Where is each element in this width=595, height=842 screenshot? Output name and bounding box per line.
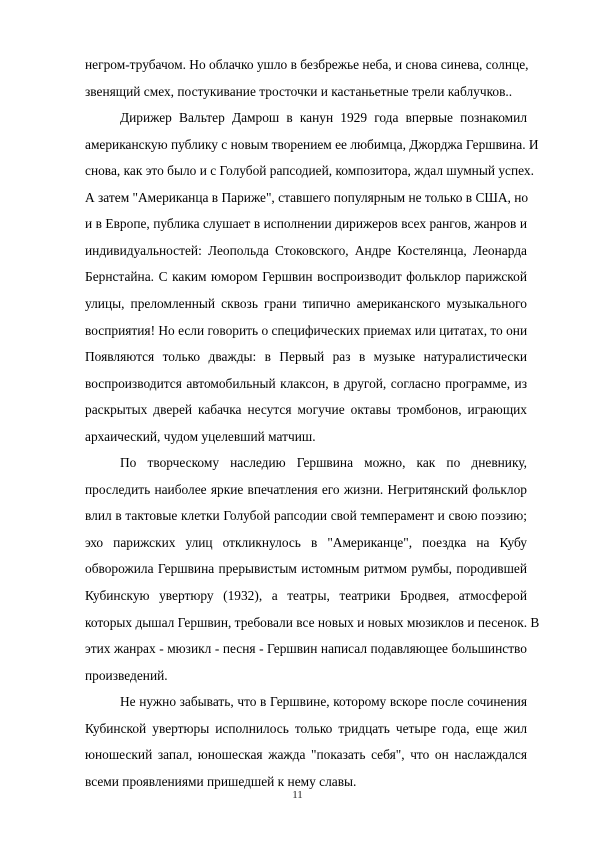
text-line: восприятия! Но если говорить о специфических приемах или цитатах, то они bbox=[85, 322, 528, 338]
text-line: Кубинской увертюры исполнилось только тридцать четыре года, еще жил bbox=[85, 720, 527, 736]
text-line: По творческому наследию Гершвина можно, как по дневнику, bbox=[120, 455, 527, 471]
text-line: которых дышал Гершвин, требовали все новых и новых мюзиклов и песенок. В bbox=[85, 614, 540, 630]
text-line: влил в тактовые клетки Голубой рапсодии свой темперамент и свою поэзию; bbox=[85, 508, 527, 524]
text-line: Появляются только дважды: в Первый раз в музыке натуралистически bbox=[85, 349, 527, 365]
text-line: А затем "Американца в Париже", ставшего популярным не только в США, но bbox=[85, 189, 529, 205]
text-line: улицы, преломленный сквозь грани типично американского музыкального bbox=[85, 295, 527, 311]
text-line: звенящий смех, постукивание тросточки и кастаньетные трели каблучков.. bbox=[85, 83, 513, 99]
text-line: американскую публику с новым творением ее любимца, Джорджа Гершвина. И bbox=[85, 136, 539, 152]
text-line: произведений. bbox=[85, 667, 168, 683]
text-line: раскрытых дверей кабачка несутся могучие октавы тромбонов, играющих bbox=[85, 402, 527, 418]
text-line: Не нужно забывать, что в Гершвине, которому вскоре после сочинения bbox=[120, 694, 527, 710]
text-line: и в Европе, публика слушает в исполнении дирижеров всех рангов, жанров и bbox=[85, 216, 527, 232]
text-line: снова, как это было и с Голубой рапсодией, композитора, ждал шумный успех. bbox=[85, 163, 534, 179]
text-line: эхо парижских улиц откликнулось в "Американце", поездка на Кубу bbox=[85, 534, 527, 550]
text-line: юношеский запал, юношеская жажда "показать себя", что он наслаждался bbox=[85, 747, 527, 763]
text-line: Дирижер Вальтер Дамрош в канун 1929 года впервые познакомил bbox=[120, 110, 527, 126]
text-line: этих жанрах - мюзикл - песня - Гершвин написал подавляющее большинство bbox=[85, 641, 527, 657]
text-line: проследить наиболее яркие впечатления его жизни. Негритянский фольклор bbox=[85, 481, 527, 497]
page-number: 11 bbox=[292, 789, 303, 801]
text-line: воспроизводится автомобильный клаксон, в другой, согласно программе, из bbox=[85, 375, 527, 391]
text-line: индивидуальностей: Леопольда Стоковского, Андре Костелянца, Леонарда bbox=[85, 242, 527, 258]
text-line: архаический, чудом уцелевший матчиш. bbox=[85, 428, 316, 444]
text-line: Кубинскую увертюру (1932), а театры, театрики Бродвея, атмосферой bbox=[85, 588, 527, 603]
text-line: всеми проявлениями пришедшей к нему славы. bbox=[85, 773, 357, 789]
text-line: Бернстайна. С каким юмором Гершвин воспроизводит фольклор парижской bbox=[85, 269, 527, 285]
text-line: обворожила Гершвина прерывистым истомным ритмом румбы, породившей bbox=[85, 561, 527, 577]
text-line: негром-трубачом. Но облачко ушло в безбрежье неба, и снова синева, солнце, bbox=[85, 57, 529, 72]
